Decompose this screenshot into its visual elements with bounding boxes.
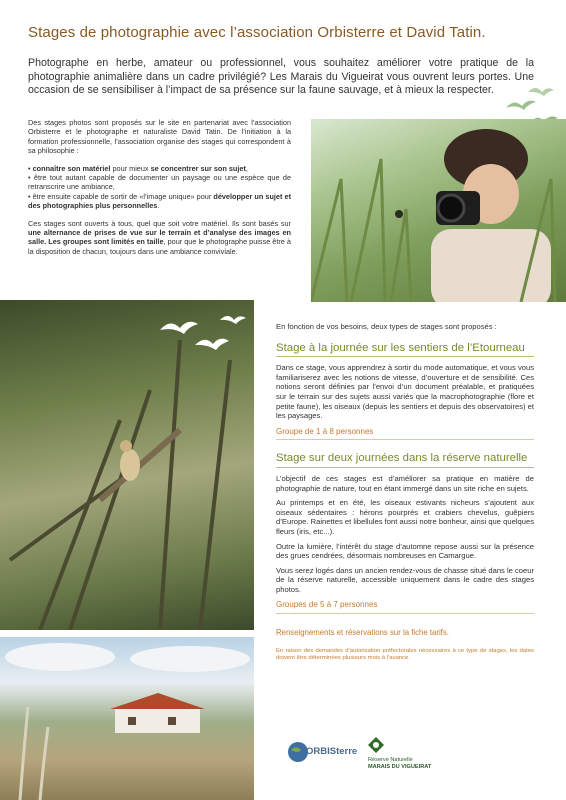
- stages-paragraph: [28, 219, 291, 257]
- stage2-paragraph: Au printemps et en été, les oiseaux estivants nicheurs s’ajoutent aux oiseaux sédentaires : hérons pourprés et crabiers chevelus, guêpiers d’Europe. Rainettes et libellules font aussi notre bonheur, ainsi que quelques fleurs (iris, etc...).: [276, 498, 534, 536]
- photographer-illustration: [311, 119, 566, 302]
- stage2-title: Stage sur deux journées dans la réserve naturelle: [276, 454, 534, 468]
- page-title: Stages de photographie avec l’association Orbisterre et David Tatin.: [28, 24, 486, 41]
- paragraph-text: Ces stages sont ouverts à tous, quel que soit votre matériel. Ils sont basés sur: [28, 218, 291, 228]
- heron-illustration: [0, 300, 254, 630]
- bird-silhouette: [506, 101, 536, 110]
- bold-text: une alternance de prises de vue sur le terrain et d’analyse des images en salle. Les groupes sont limités en taille: [28, 228, 291, 247]
- orbisterre-logo: [286, 738, 356, 766]
- reserve-label: Réserve Naturelle: [368, 757, 413, 763]
- list-text: ,: [245, 163, 248, 173]
- stages-intro: En fonction de vos besoins, deux types de stages sont proposés :: [276, 322, 497, 331]
- bird-silhouette: [528, 88, 554, 96]
- photographer-photo: [311, 119, 566, 302]
- reservation-info: Renseignements et réservations sur la fiche tarifs.: [276, 628, 449, 638]
- authorization-note: En raison des demandes d’autorisation préfectorales nécessaires à ce type de stages, les dates doivent être déterminées plusieurs mois à l’avance.: [276, 647, 534, 662]
- list-item: • être ensuite capable de sortir de «l’image unique» pour développer un sujet et des photographies plus personnelles.: [28, 191, 291, 211]
- bold-text: connaître son matériel: [32, 163, 111, 173]
- orbisterre-logo-text: ORBISterre: [306, 746, 358, 757]
- intro-paragraph: Photographe en herbe, amateur ou professionnel, vous souhaitez améliorer votre pratique de la photographie animalière dans un cadre privilégié? Les Marais du Vigueirat vous ouvrent leurs portes. Une occasion de se sensibiliser à l’impact de sa présence sur la faune sauvage, et à mieux la respecter.: [28, 57, 534, 97]
- stage1-group-size: Groupe de 1 à 8 personnes: [276, 427, 534, 441]
- partnership-paragraph: Des stages photos sont proposés sur le site en partenariat avec l’association Orbisterre et le photographe et naturaliste David Tatin. De l’initiation à la formation professionnelle, l’association organise des stages qui correspondent à sa philosophie :: [28, 118, 291, 156]
- list-text: .: [157, 201, 160, 211]
- list-text: être ensuite capable de sortir de «l’image unique» pour: [32, 191, 214, 201]
- stage2-paragraph: Vous serez logés dans un ancien rendez-vous de chasse situé dans le coeur de la réserve naturelle, accessible uniquement dans le cadre des stages photos.: [276, 565, 534, 594]
- house-illustration: [0, 637, 254, 800]
- reserve-emblem-icon: [368, 737, 384, 755]
- list-text: pour mieux: [110, 163, 151, 173]
- marais-name: MARAIS DU VIGUEIRAT: [368, 764, 432, 770]
- bird-silhouette: [160, 322, 198, 334]
- stage1-description: Dans ce stage, vous apprendrez à sortir du mode automatique, et vous vous familiariserez avec les notions de vitesse, d’ouverture et de sensibilité. Ces notions seront définies par l’envoi d’un document préalable, et pratiquées sur le terrain sur des sujets aussi variés que la macrophotographie (flore et petite faune), les oiseaux (depuis les sentiers et depuis des observatoires) et les paysages.: [276, 363, 534, 421]
- stage2-group-size: Groupes de 5 à 7 personnes: [276, 600, 534, 614]
- right-column: [276, 322, 534, 663]
- heron-photo: [0, 300, 254, 630]
- stage2-paragraph: L’objectif de ces stages est d’améliorer sa pratique en matière de photographie de nature, tout en étant immergé dans un site riche en sujets.: [276, 473, 534, 493]
- reserve-house-photo: [0, 637, 254, 800]
- list-text: être tout autant capable de documenter un paysage ou une espèce que de retranscrire une ambiance,: [28, 173, 291, 192]
- marais-vigueirat-logo: [368, 737, 448, 777]
- bold-text: développer un sujet et des photographies plus personnelles: [28, 191, 291, 211]
- list-item: • être tout autant capable de documenter un paysage ou une espèce que de retranscrire une ambiance,: [28, 173, 291, 192]
- stage1-title: Stage à la journée sur les sentiers de l’Etourneau: [276, 344, 534, 358]
- stage2-paragraph: Outre la lumière, l’intérêt du stage d’automne repose aussi sur la présence des grues cendrées, désormais nombreuses en Camargue.: [276, 541, 534, 561]
- philosophy-list: [28, 164, 291, 211]
- bird-silhouette: [220, 316, 246, 324]
- bird-silhouette: [195, 339, 229, 350]
- bold-text: se concentrer sur son sujet: [150, 163, 246, 173]
- list-item: • connaître son matériel pour mieux se concentrer sur son sujet,: [28, 163, 248, 173]
- paragraph-text: , pour que le photographe puisse être à la disposition de chacun, toujours dans une ambiance conviviale.: [28, 237, 291, 256]
- left-column: [28, 118, 291, 264]
